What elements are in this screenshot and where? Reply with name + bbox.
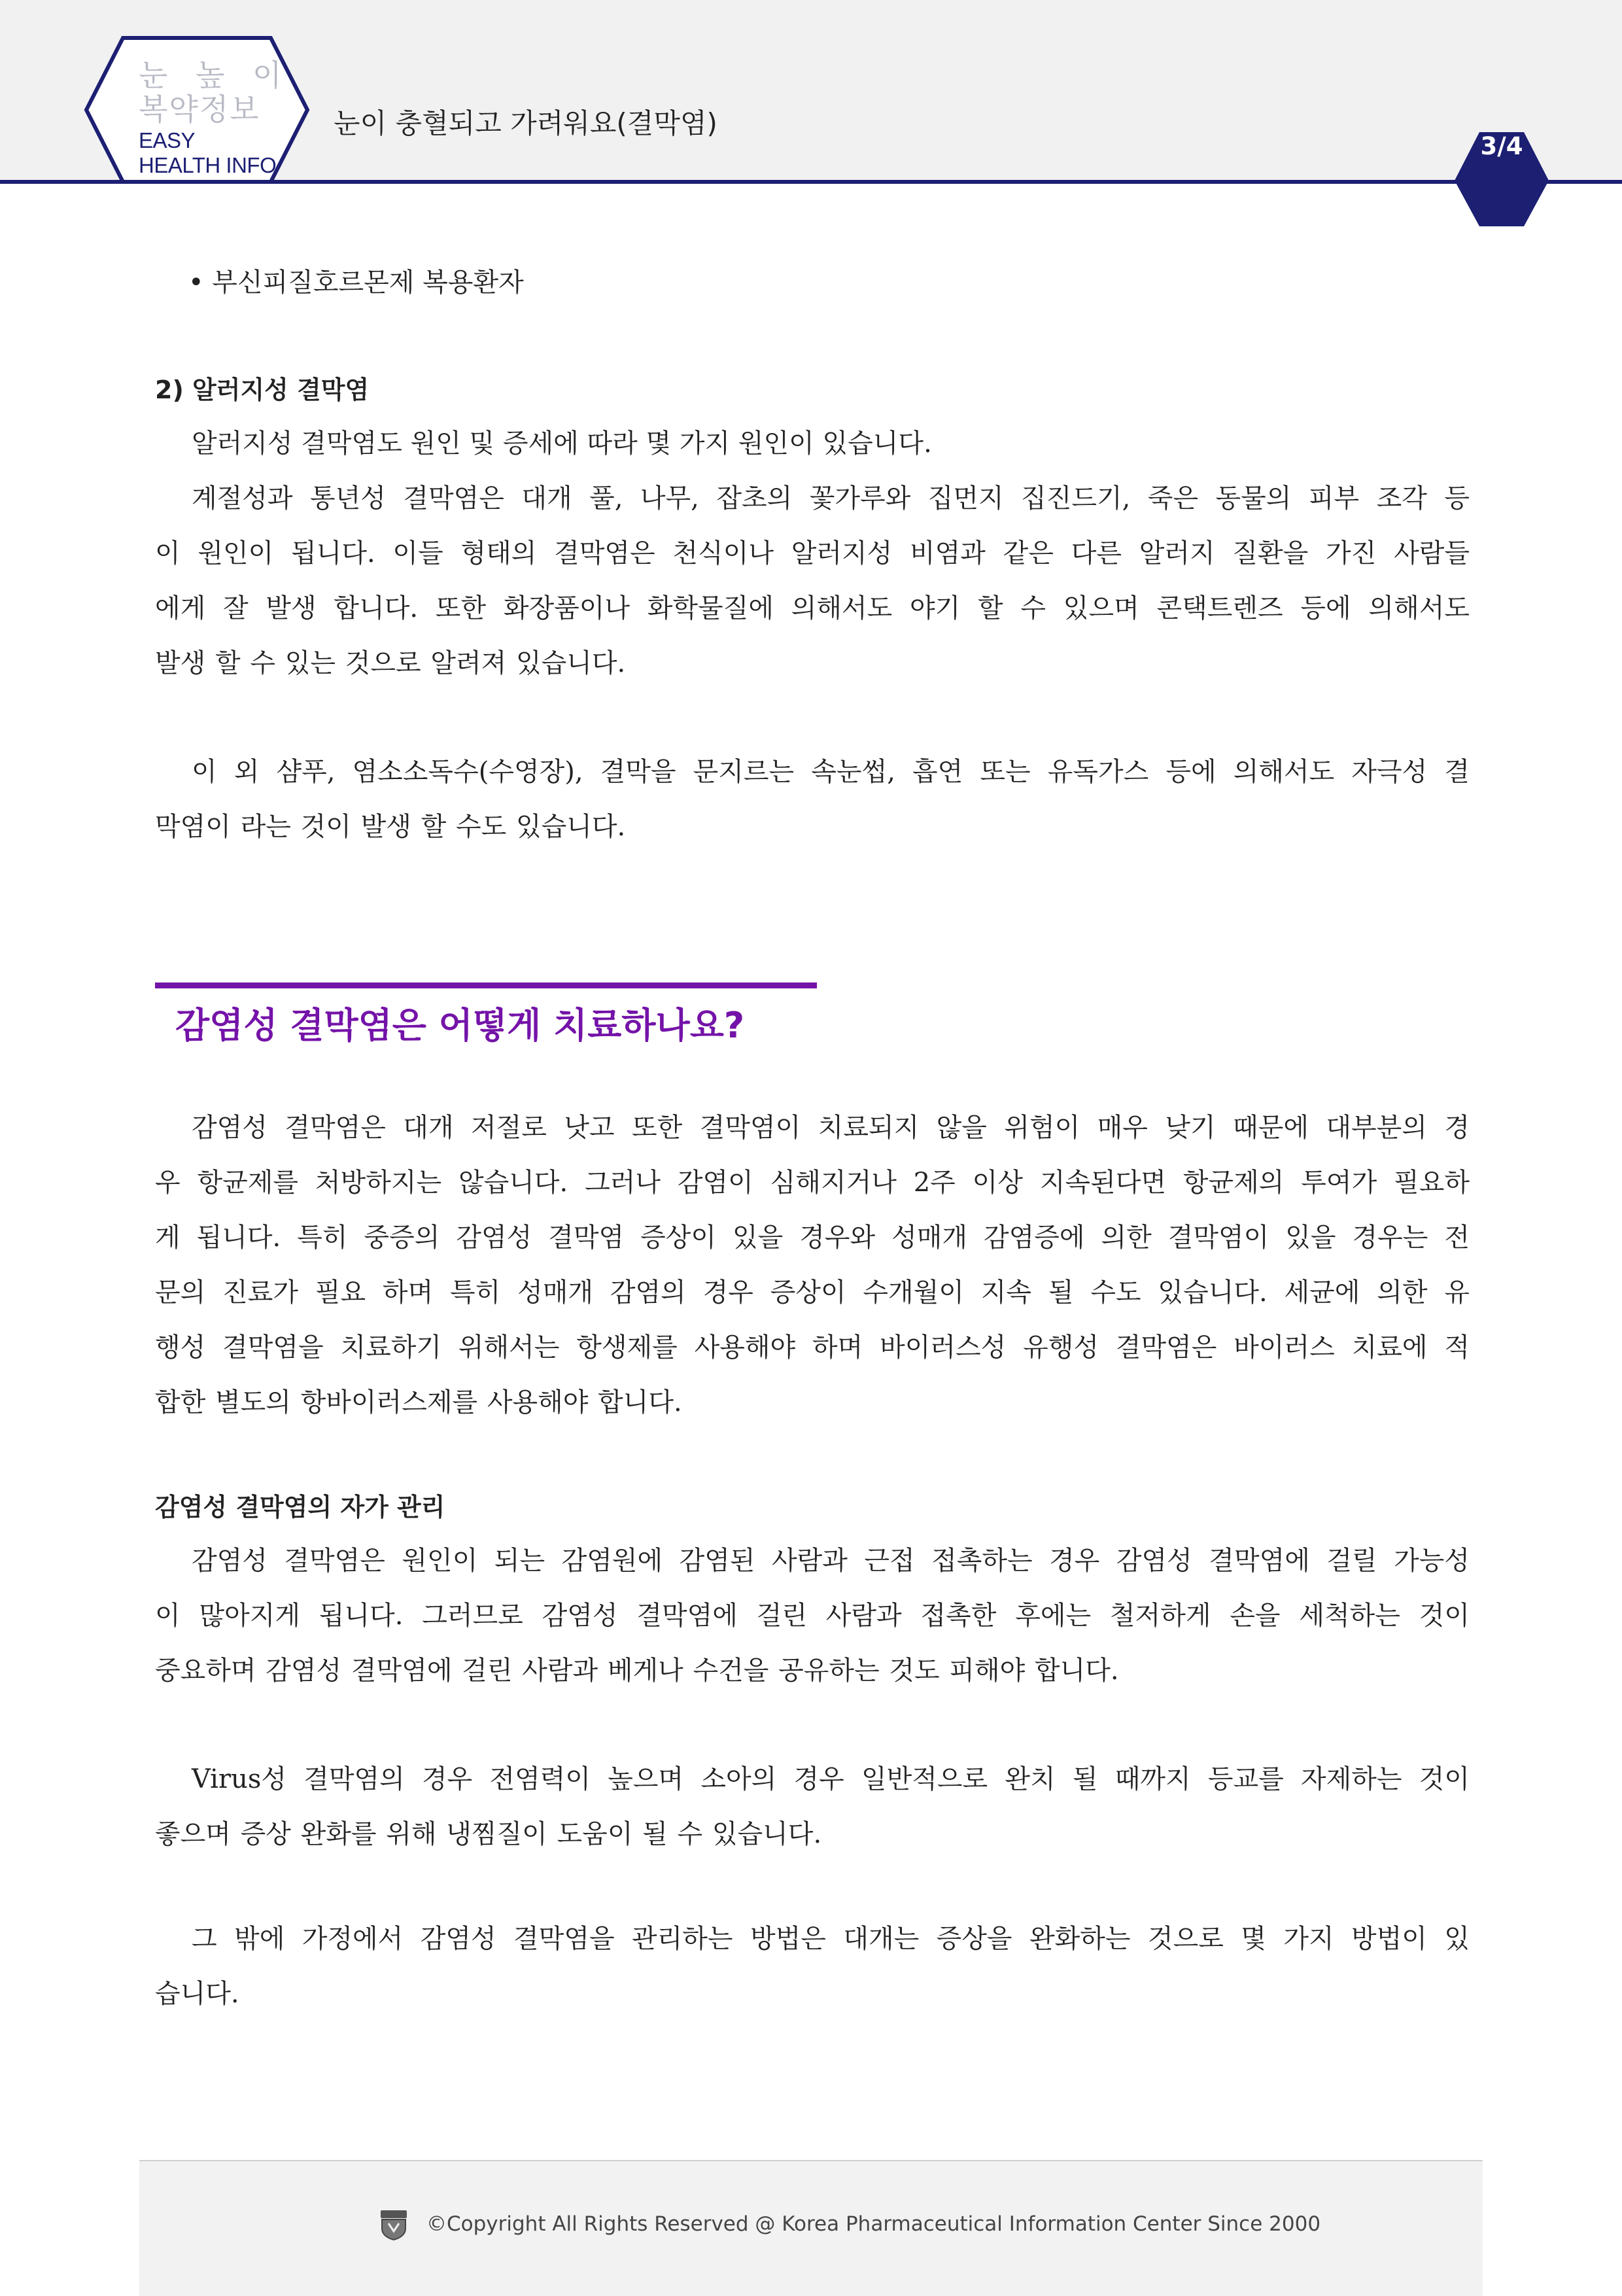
logo-korean-line2: 복약정보 [139,92,260,127]
selfcare-p1-line: 이 많아지게 됩니다. 그러므로 감염성 결막염에 걸린 사람과 접촉한 후에는 철저하게 손을 세척하는 것이 [155,1601,1470,1631]
kpic-emblem-icon [379,2209,408,2240]
selfcare-p2-line: Virus성 결막염의 경우 전염력이 높으며 소아의 경우 일반적으로 완치 될 때까지 등교를 자제하는 것이 [192,1764,1470,1794]
section-rule [155,983,817,988]
treatment-line: 문의 진료가 필요 하며 특히 성매개 감염의 경우 증상이 수개월이 지속 될 수도 있습니다. 세균에 의한 유 [155,1278,1470,1308]
document-title: 눈이 충혈되고 가려워요(결막염) [334,107,717,139]
section-heading: 감염성 결막염은 어떻게 치료하나요? [175,1005,745,1046]
page-number: 3/4 [1480,132,1523,160]
allergic-p3-line: 막염이 라는 것이 발생 할 수도 있습니다. [155,812,626,842]
allergic-p2-line: 에게 잘 발생 합니다. 또한 화장품이나 화학물질에 의해서도 야기 할 수 있으며 콘택트렌즈 등에 의해서도 [155,593,1470,623]
selfcare-p3-line: 그 밖에 가정에서 감염성 결막염을 관리하는 방법은 대개는 증상을 완화하는 것으로 몇 가지 방법이 있 [192,1924,1470,1954]
allergic-p2-line: 발생 할 수 있는 것으로 알려져 있습니다. [155,648,626,678]
allergic-heading: 2) 알러지성 결막염 [155,375,370,404]
treatment-line: 게 됩니다. 특히 중증의 감염성 결막염 증상이 있을 경우와 성매개 감염증에 의한 결막염이 있을 경우는 전 [155,1223,1470,1253]
selfcare-p2-line: 좋으며 증상 완화를 위해 냉찜질이 도움이 될 수 있습니다. [155,1819,822,1849]
selfcare-p1-line: 감염성 결막염은 원인이 되는 감염원에 감염된 사람과 근접 접촉하는 경우 감염성 결막염에 걸릴 가능성 [192,1546,1470,1576]
allergic-p3-line: 이 외 샴푸, 염소소독수(수영장), 결막을 문지르는 속눈썹, 흡연 또는 유독가스 등에 의해서도 자극성 결 [192,757,1470,787]
allergic-paragraph-1: 알러지성 결막염도 원인 및 증세에 따라 몇 가지 원인이 있습니다. [192,428,932,459]
logo-korean-line1: 눈 높 이 [139,58,291,93]
allergic-p2-line: 이 원인이 됩니다. 이들 형태의 결막염은 천식이나 알러지성 비염과 같은 다른 알러지 질환을 가진 사람들 [155,538,1470,568]
logo-english-line1: EASY [139,128,196,152]
treatment-line: 행성 결막염을 치료하기 위해서는 항생제를 사용해야 하며 바이러스성 유행성 결막염은 바이러스 치료에 적 [155,1332,1470,1363]
treatment-line: 감염성 결막염은 대개 저절로 낫고 또한 결막염이 치료되지 않을 위험이 매우 낮기 때문에 대부분의 경 [192,1113,1470,1143]
logo-english-line2: HEALTH INFO [139,153,277,177]
selfcare-p1-line: 중요하며 감염성 결막염에 걸린 사람과 베게나 수건을 공유하는 것도 피해야 합니다. [155,1656,1119,1686]
bullet-item: • 부신피질호르몬제 복용환자 [188,268,524,298]
treatment-line: 우 항균제를 처방하지는 않습니다. 그러나 감염이 심해지거나 2주 이상 지속된다면 항균제의 투여가 필요하 [155,1168,1470,1198]
allergic-p2-line: 계절성과 통년성 결막염은 대개 풀, 나무, 잡초의 꽃가루와 집먼지 집진드기, 죽은 동물의 피부 조각 등 [192,483,1470,513]
treatment-line: 합한 별도의 항바이러스제를 사용해야 합니다. [155,1387,682,1418]
selfcare-heading: 감염성 결막염의 자가 관리 [155,1492,445,1522]
selfcare-p3-line: 습니다. [155,1979,239,2009]
footer-copyright: ©Copyright All Rights Reserved @ Korea Pharmaceutical Information Center Since 2000 [426,2212,1321,2236]
